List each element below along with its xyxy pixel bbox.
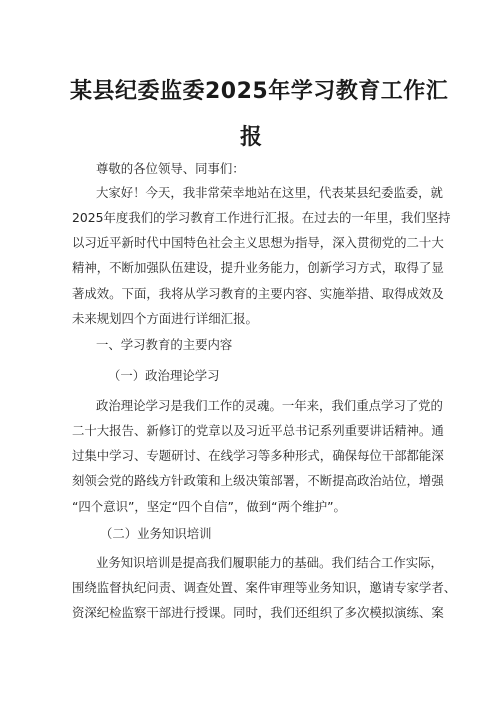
subsection-heading: （一）政治理论学习 (108, 368, 220, 383)
paragraph-line: 刻领会党的路线方针政策和上级决策部署，不断提高政治站位，增强 (72, 473, 444, 488)
paragraph-line: 精神，不断加强队伍建设，提升业务能力，创新学习方式，取得了显 (72, 260, 444, 275)
document-title-continued: 报 (240, 125, 263, 150)
paragraph-line: 未来规划四个方面进行详细汇报。 (72, 311, 258, 326)
paragraph-line: 以习近平新时代中国特色社会主义思想为指导，深入贯彻党的二十大 (72, 235, 444, 250)
document-title: 某县纪委监委2025年学习教育工作汇 (70, 79, 449, 104)
paragraph-line: 过集中学习、专题研讨、在线学习等多种形式，确保每位干部都能深 (72, 448, 444, 463)
paragraph-line: 大家好！今天，我非常荣幸地站在这里，代表某县纪委监委，就 (96, 185, 443, 200)
subsection-heading: （二）业务知识培训 (100, 526, 212, 541)
section-heading: 一、学习教育的主要内容 (96, 337, 233, 352)
paragraph-line: 资深纪检监察干部进行授课。同时，我们还组织了多次模拟演练、案 (72, 605, 444, 620)
paragraph-line: “四个意识”，坚定“四个自信”，做到“两个维护”。 (72, 499, 346, 514)
paragraph-line: 二十大报告、新修订的党章以及习近平总书记系列重要讲话精神。通 (72, 423, 444, 438)
paragraph-line: 围绕监督执纪问责、调查处置、案件审理等业务知识，邀请专家学者、 (72, 580, 457, 595)
paragraph-line: 2025年度我们的学习教育工作进行汇报。在过去的一年里，我们坚持 (72, 210, 451, 225)
paragraph-line: 政治理论学习是我们工作的灵魂。一年来，我们重点学习了党的 (96, 398, 443, 413)
paragraph-line: 业务知识培训是提高我们履职能力的基础。我们结合工作实际， (96, 555, 443, 570)
paragraph-line: 著成效。下面，我将从学习教育的主要内容、实施举措、取得成效及 (72, 286, 444, 301)
salutation: 尊敬的各位领导、同事们： (96, 161, 245, 176)
